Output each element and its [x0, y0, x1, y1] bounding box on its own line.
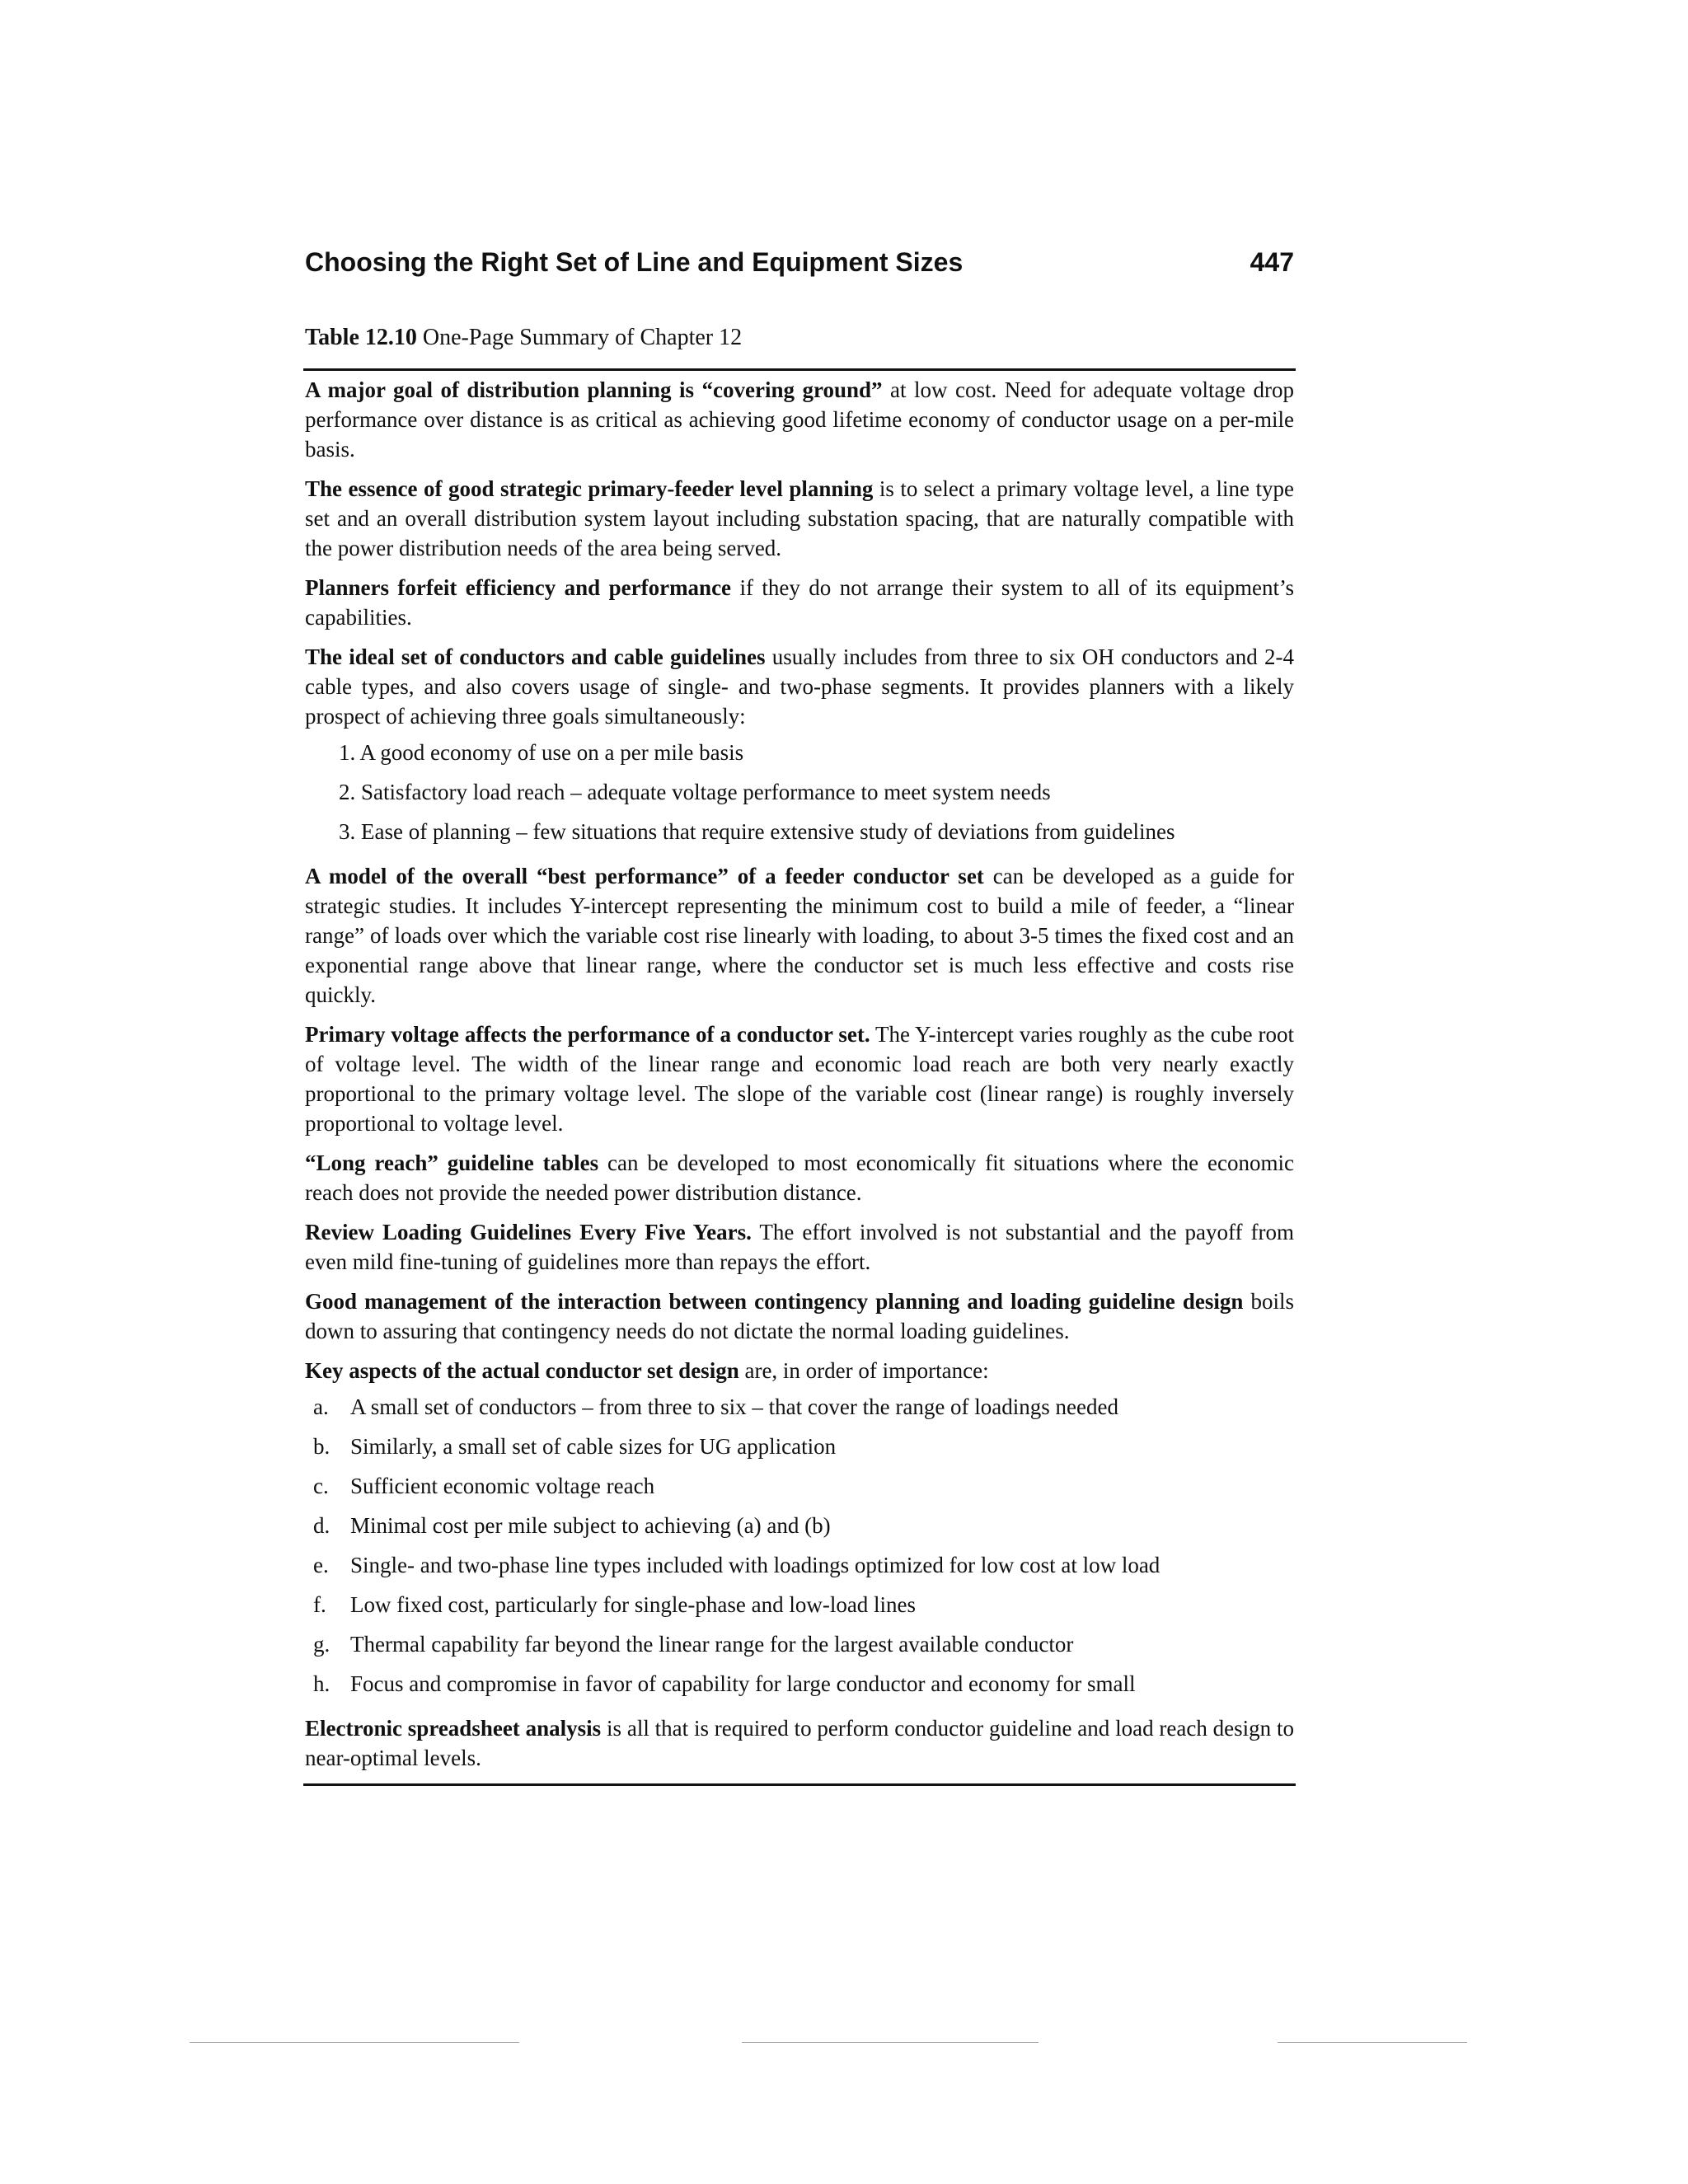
summary-paragraph — [305, 573, 1294, 632]
list-letter: e. — [313, 1553, 329, 1577]
list-text: Single- and two-phase line types included with loadings optimized for low cost at low load — [350, 1553, 1160, 1577]
list-item — [305, 1664, 1294, 1704]
list-letter: b. — [313, 1434, 331, 1459]
paragraph-text: is to select a primary voltage level, a line type set and an overall distribution system layout including substation spacing, that are naturally compatible with the power distribution needs of the area being served. — [305, 476, 1294, 560]
list-item: 2. Satisfactory load reach – adequate voltage performance to meet system needs — [339, 780, 1051, 804]
list-letter: d. — [313, 1513, 331, 1538]
list-text: Sufficient economic voltage reach — [350, 1474, 655, 1498]
summary-paragraph — [305, 1286, 1294, 1346]
goals-list — [305, 733, 1294, 851]
list-item — [305, 1624, 1294, 1664]
paragraph-text: The Y-intercept varies roughly as the cube root of voltage level. The width of the linear range and economic load reach are both very nearly exactly proportional to the primary voltage level. The slope of the variable cost (linear range) is roughly inversely proportional to voltage level. — [305, 1022, 1294, 1136]
paragraph-text: can be developed as a guide for strategic studies. It includes Y-intercept representing the minimum cost to build a mile of feeder, a “linear range” of loads over which the variable cost rise linearly with loading, to about 3-5 times the fixed cost and an exponential range above that linear range, where the conductor set is much less effective and costs rise quickly. — [305, 864, 1294, 1007]
list-letter: c. — [313, 1474, 329, 1498]
list-text: Thermal capability far beyond the linear range for the largest available conductor — [350, 1632, 1074, 1657]
table-title: One-Page Summary of Chapter 12 — [422, 325, 743, 350]
list-item — [305, 1387, 1294, 1427]
scan-artifact-line — [1278, 2042, 1467, 2043]
paragraph-lead: Electronic spreadsheet analysis — [305, 1716, 602, 1741]
summary-paragraph — [305, 1356, 1294, 1385]
list-letter: a. — [313, 1394, 329, 1419]
paragraph-lead: The ideal set of conductors and cable guidelines — [305, 644, 766, 669]
list-item — [305, 1506, 1294, 1545]
summary-paragraph — [305, 1148, 1294, 1207]
table-label: Table 12.10 — [305, 325, 417, 350]
list-letter: g. — [313, 1632, 331, 1657]
paragraph-lead: Good management of the interaction between contingency planning and loading guideline design — [305, 1289, 1244, 1314]
list-text: A small set of conductors – from three to six – that cover the range of loadings needed — [350, 1394, 1118, 1419]
scan-artifact-line — [742, 2042, 1039, 2043]
table-bottom-rule — [303, 1783, 1296, 1786]
paragraph-text: can be developed to most economically fit situations where the economic reach does not provide the needed power distribution distance. — [305, 1151, 1294, 1205]
page-number: 447 — [1250, 247, 1294, 277]
paragraph-text: boils down to assuring that contingency needs do not dictate the normal loading guidelines. — [305, 1289, 1295, 1343]
summary-paragraph — [305, 1217, 1294, 1277]
list-item — [305, 1585, 1294, 1624]
paragraph-lead: “Long reach” guideline tables — [305, 1151, 599, 1175]
paragraph-lead: A major goal of distribution planning is “covering ground” — [305, 377, 883, 402]
list-item — [305, 1466, 1294, 1506]
list-text: Focus and compromise in favor of capability for large conductor and economy for small — [350, 1671, 1136, 1696]
table-top-rule — [303, 368, 1296, 371]
table-caption — [305, 325, 742, 351]
summary-paragraph — [305, 1713, 1294, 1773]
running-head: Choosing the Right Set of Line and Equipment Sizes — [305, 247, 964, 277]
list-item: 1. A good economy of use on a per mile basis — [339, 740, 744, 765]
summary-paragraph — [305, 1019, 1294, 1138]
summary-table-body — [305, 375, 1294, 1783]
paragraph-lead: Key aspects of the actual conductor set design — [305, 1358, 739, 1383]
paragraph-lead: A model of the overall “best performance” of a feeder conductor set — [305, 864, 984, 888]
paragraph-text: usually includes from three to six OH conductors and 2-4 cable types, and also covers usage of single- and two-phase segments. It provides planners with a likely prospect of achieving three goals simultaneously: — [305, 644, 1294, 729]
scan-artifact-line — [190, 2042, 519, 2043]
list-letter: h. — [313, 1671, 331, 1696]
list-text: Low fixed cost, particularly for single-phase and low-load lines — [350, 1592, 917, 1617]
summary-paragraph — [305, 861, 1294, 1010]
paragraph-text: at low cost. Need for adequate voltage drop performance over distance is as critical as achieving good lifetime economy of conductor usage on a per-mile basis. — [305, 377, 1294, 462]
paragraph-text: is all that is required to perform conductor guideline and load reach design to near-optimal levels. — [305, 1716, 1294, 1770]
list-item — [305, 1545, 1294, 1585]
list-text: Similarly, a small set of cable sizes for UG application — [350, 1434, 837, 1459]
paragraph-text: are, in order of importance: — [738, 1358, 989, 1383]
paragraph-lead: Review Loading Guidelines Every Five Years. — [305, 1220, 752, 1244]
list-item: 3. Ease of planning – few situations that require extensive study of deviations from guidelines — [339, 819, 1175, 844]
paragraph-lead: The essence of good strategic primary-feeder level planning — [305, 476, 874, 501]
paragraph-lead: Planners forfeit efficiency and performance — [305, 575, 732, 600]
summary-paragraph — [305, 375, 1294, 464]
list-item — [305, 1427, 1294, 1466]
summary-paragraph — [305, 642, 1294, 731]
list-text: Minimal cost per mile subject to achieving (a) and (b) — [350, 1513, 831, 1538]
paragraph-lead: Primary voltage affects the performance of a conductor set. — [305, 1022, 870, 1047]
aspects-list — [305, 1387, 1294, 1704]
paragraph-text: The effort involved is not substantial and the payoff from even mild fine-tuning of guidelines more than repays the effort. — [305, 1220, 1294, 1274]
summary-paragraph — [305, 474, 1294, 563]
paragraph-text: if they do not arrange their system to all of its equipment’s capabilities. — [305, 575, 1294, 630]
list-letter: f. — [313, 1592, 326, 1617]
